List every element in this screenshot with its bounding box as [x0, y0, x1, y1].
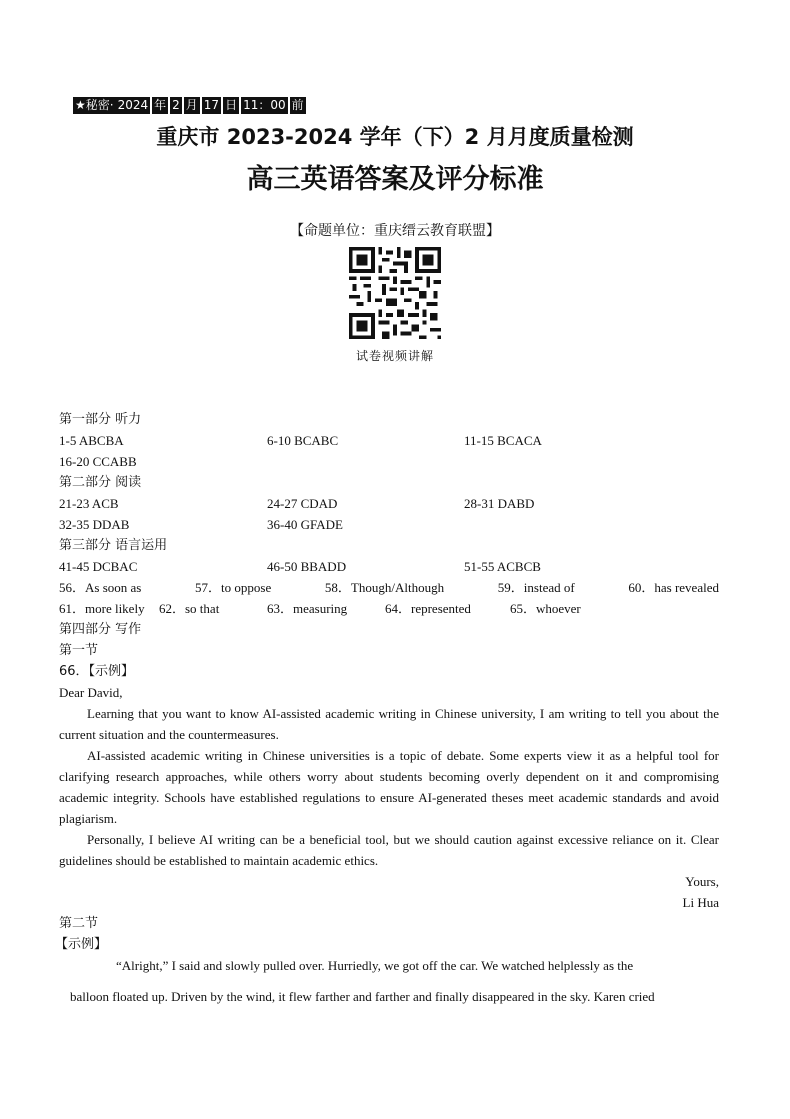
fill-answer: 56．As soon as — [59, 580, 142, 595]
answer-group: 36-40 GFADE — [267, 517, 343, 532]
answer-group: 32-35 DDAB — [59, 517, 130, 532]
answer-row — [59, 451, 719, 472]
answer-group: 16-20 CCABB — [59, 454, 137, 469]
answer-group: 28-31 DABD — [464, 496, 535, 511]
authoring-unit: 【命题单位：重庆缙云教育联盟】 — [290, 223, 500, 239]
secret-day: 17 — [203, 98, 220, 112]
section2-heading: 第二节 — [59, 916, 99, 931]
part4-heading: 第四部分 写作 — [59, 622, 142, 637]
section1-heading: 第一节 — [59, 643, 99, 658]
answer-group: 21-23 ACB — [59, 496, 119, 511]
fill-answer: 62．so that — [159, 601, 220, 616]
story-line-1: “Alright,” I said and slowly pulled over. Hurriedly, we got off the car. We watched helplessly as the — [116, 958, 634, 973]
fill-answer: 65．whoever — [510, 601, 581, 616]
secret-month-unit: 月 — [185, 98, 198, 112]
answer-group: 24-27 CDAD — [267, 496, 338, 511]
secret-before: 前 — [291, 98, 304, 112]
fill-answer: 58．Though/Although — [324, 580, 445, 595]
answer-title: 高三英语答案及评分标准 — [246, 164, 544, 195]
letter-paragraph-3: Personally, I believe AI writing can be a beneficial tool, but we should caution against excessive reliance on it. Clear guidelines should be established to maintain academic ethics. — [59, 832, 719, 868]
fill-answer: 63．measuring — [267, 601, 348, 616]
secret-year: 2024 — [117, 98, 149, 112]
answer-group: 41-45 DCBAC — [59, 559, 138, 574]
answer-group: 1-5 ABCBA — [59, 433, 124, 448]
qr-code-icon[interactable] — [349, 247, 441, 339]
fill-in-row — [59, 577, 719, 598]
answer-body — [55, 409, 719, 955]
answer-row — [59, 514, 719, 535]
part2-heading: 第二部分 阅读 — [59, 475, 142, 490]
fill-answer: 64．represented — [385, 601, 471, 616]
example-label: 【示例】 — [55, 937, 108, 952]
confidential-notice — [73, 97, 306, 114]
answer-group: 51-55 ACBCB — [464, 559, 541, 574]
letter-signature: Li Hua — [682, 895, 719, 910]
answer-row — [59, 556, 719, 577]
answer-row — [59, 493, 719, 514]
fill-answer: 59．instead of — [497, 580, 575, 595]
answer-group: 6-10 BCABC — [267, 433, 339, 448]
letter-greeting: Dear David, — [59, 685, 123, 700]
part3-heading: 第三部分 语言运用 — [59, 538, 168, 553]
secret-month: 2 — [172, 98, 180, 112]
fill-answer: 61．more likely — [59, 601, 145, 616]
fill-answer: 60．has revealed — [628, 580, 719, 595]
fill-in-row — [59, 598, 719, 619]
answer-group: 11-15 BCACA — [464, 433, 542, 448]
qr-caption: 试卷视频讲解 — [355, 349, 434, 363]
part1-heading: 第一部分 听力 — [59, 412, 142, 427]
exam-title: 重庆市 2023-2024 学年（下）2 月月度质量检测 — [156, 125, 634, 149]
story-line-2: balloon floated up. Driven by the wind, it flew farther and farther and finally disappeared in the sky. Karen cried — [70, 989, 655, 1004]
answer-row — [59, 430, 719, 451]
secret-time: 11：00 — [243, 98, 286, 112]
secret-year-unit: 年 — [154, 98, 167, 112]
q66-label: 66．【示例】 — [59, 664, 135, 679]
secret-star: ★秘密· — [75, 98, 114, 112]
letter-paragraph-2: AI-assisted academic writing in Chinese universities is a topic of debate. Some experts view it as a helpful tool for clarifying research approaches, while others worry about students becoming overly dependent on it and compromising academic integrity. Schools have established regulations to ensure AI-generated theses meet academic standards and avoid plagiarism. — [59, 748, 719, 826]
answer-group: 46-50 BBADD — [267, 559, 347, 574]
secret-day-unit: 日 — [225, 98, 238, 112]
letter-paragraph-1: Learning that you want to know AI-assisted academic writing in Chinese university, I am writing to tell you about the current situation and the countermeasures. — [59, 706, 719, 742]
letter-closing: Yours, — [685, 874, 719, 889]
fill-answer: 57．to oppose — [195, 580, 272, 595]
